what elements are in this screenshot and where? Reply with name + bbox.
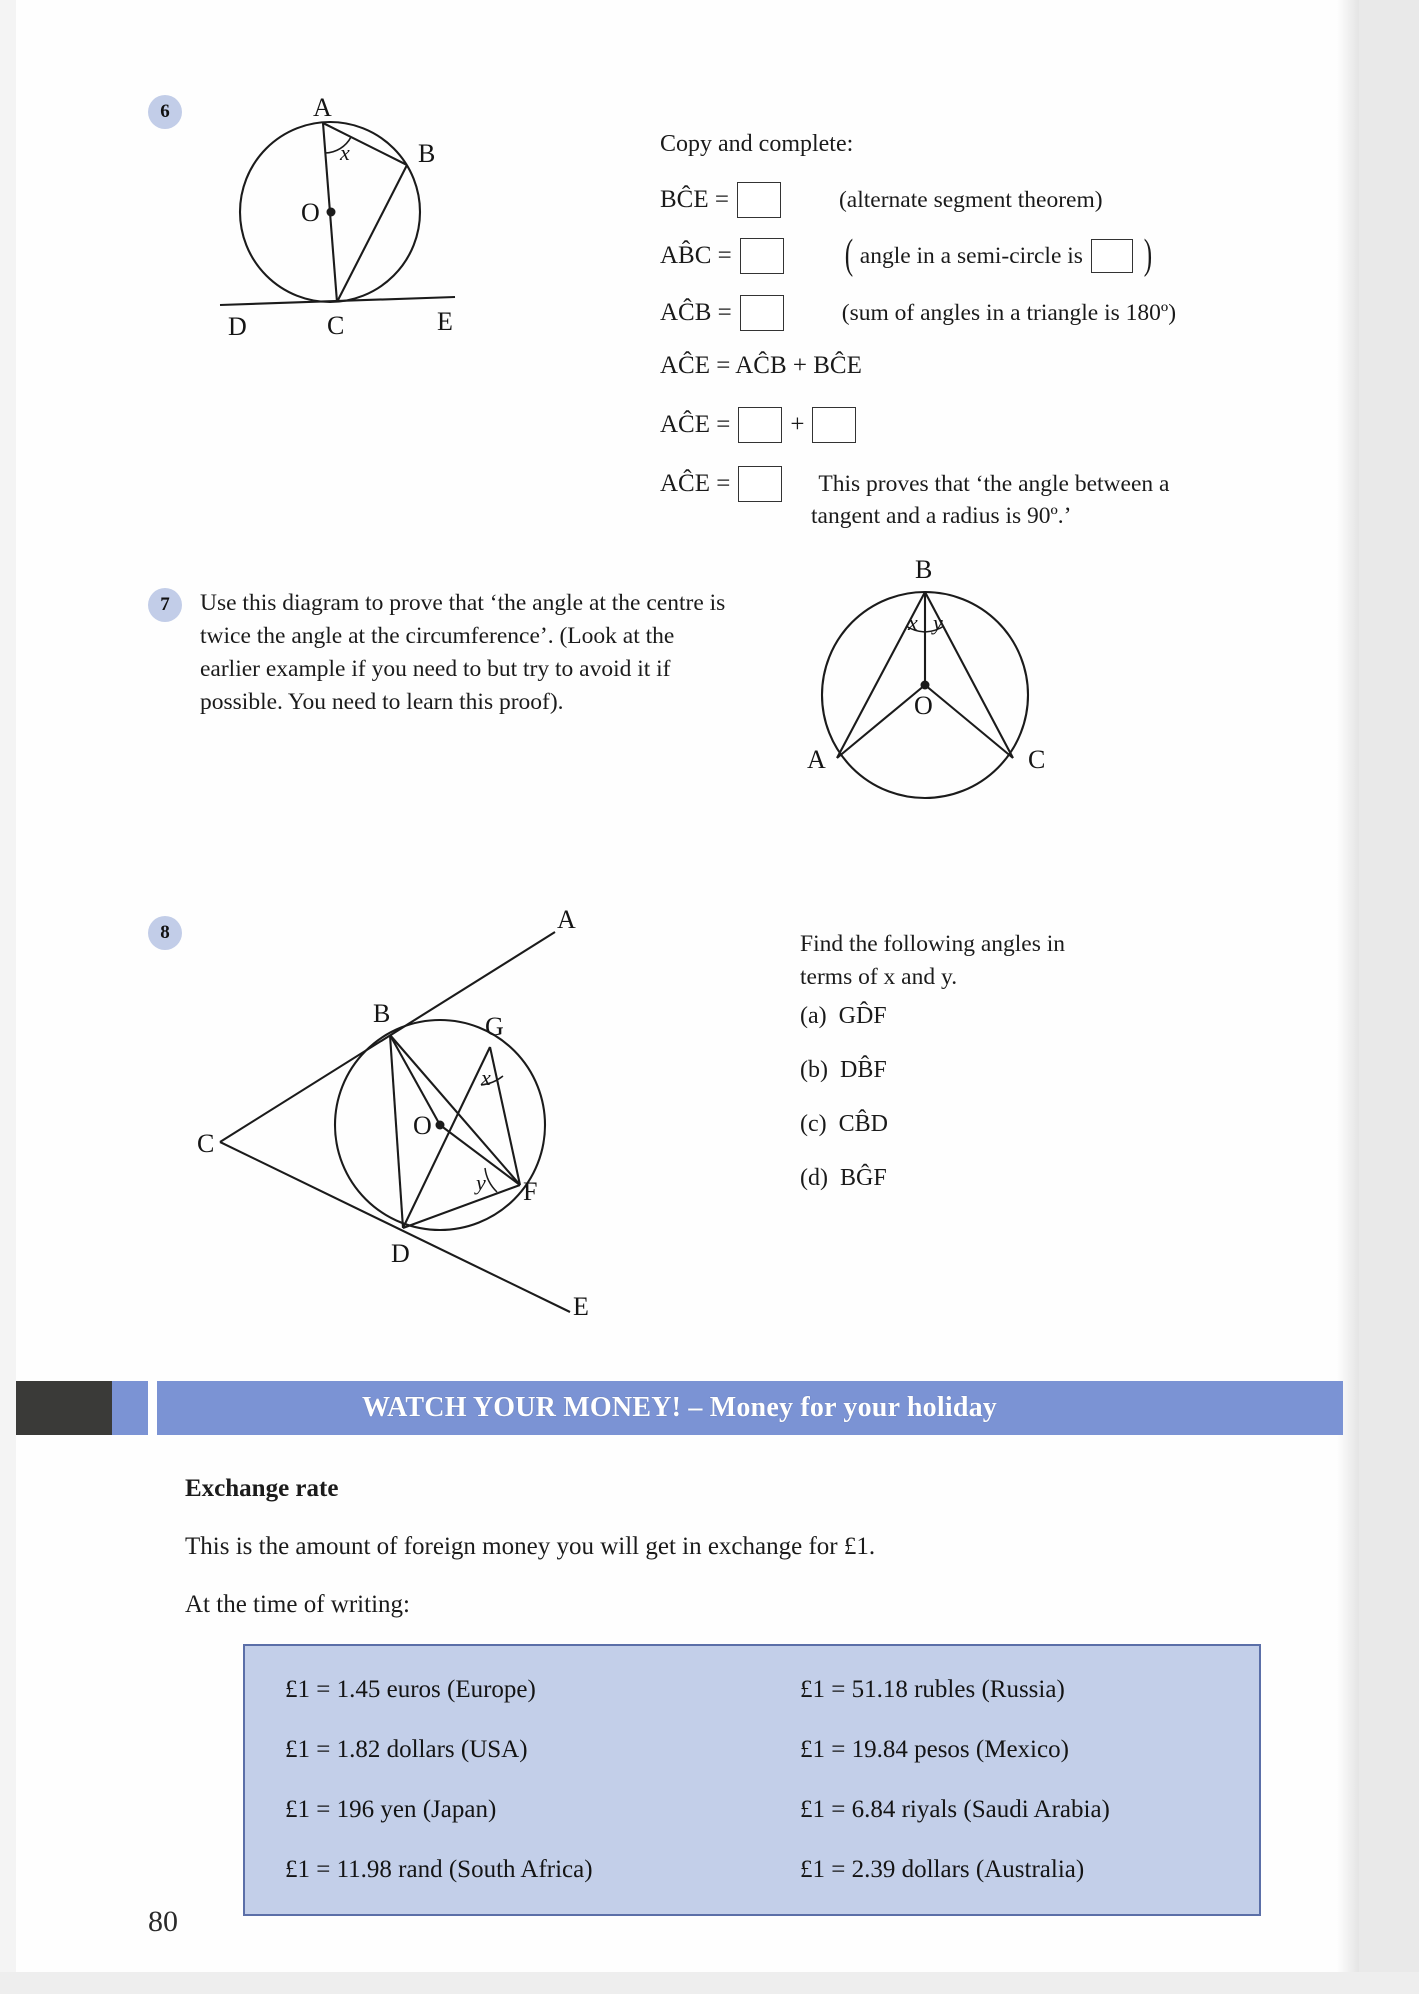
question-6-line-6 (660, 466, 1169, 502)
q8-label-G: G (485, 1012, 504, 1041)
scan-edge-left (0, 0, 16, 1994)
q6-line4-lhs: AĈE = AĈB + BĈE (660, 352, 862, 379)
q6-label-E: E (437, 307, 453, 336)
question-8-part-b (800, 1057, 887, 1084)
page-number: 80 (148, 1905, 178, 1938)
rate-row-1-left: £1 = 1.45 euros (Europe) (285, 1676, 536, 1703)
q6-line2-lhs: AB̂C = (660, 242, 732, 269)
q8-label-x: x (481, 1065, 491, 1090)
question-7-text: Use this diagram to prove that ‘the angle at the centre is twice the angle at the circumference’. (Look at the earlier example if you need to but try to avoid it if possible. You need to learn this proof). (200, 590, 726, 715)
q6-line1-note: (alternate segment theorem) (838, 186, 1103, 213)
question-8-diagram (185, 900, 615, 1320)
question-6-line-4 (660, 352, 862, 380)
q6-line6-note: This proves that ‘the angle between a (818, 470, 1170, 497)
question-6-line-5 (660, 407, 864, 443)
question-6-line-1 (660, 182, 1103, 218)
q6-line5-answer-box-2[interactable] (812, 407, 856, 443)
question-7-diagram (795, 555, 1065, 810)
q6-label-A: A (313, 93, 332, 122)
q8-label-O: O (413, 1111, 432, 1140)
q7-label-O: O (914, 691, 933, 720)
q8-part-b-label: (b) (800, 1057, 828, 1083)
money-banner-title: WATCH YOUR MONEY! – Money for your holiday (361, 1392, 998, 1423)
q6-line3-lhs: AĈB = (660, 299, 732, 326)
exchange-rate-intro: At the time of writing: (185, 1591, 410, 1618)
scan-edge-bottom (0, 1972, 1419, 1994)
question-8-part-d (800, 1165, 887, 1192)
q6-label-O: O (301, 198, 320, 227)
question-6-line-3 (660, 295, 1176, 331)
q6-line6-note-continued: tangent and a radius is 90º.’ (811, 503, 1072, 529)
q8-label-D: D (391, 1239, 410, 1268)
q6-line2-note: angle in a semi-circle is (859, 242, 1083, 269)
q8-label-B: B (373, 999, 391, 1028)
q6-line2-note-group (842, 232, 1155, 279)
exchange-rate-heading: Exchange rate (185, 1475, 339, 1502)
q8-label-E: E (573, 1292, 589, 1321)
q6-line5-plus: + (790, 411, 805, 438)
rate-row-3-left: £1 = 196 yen (Japan) (285, 1796, 497, 1823)
scan-edge-right (1359, 0, 1419, 1994)
question-6-line-2 (660, 232, 1155, 279)
q6-line2-inline-answer-box[interactable] (1091, 239, 1133, 273)
q8-part-a-label: (a) (800, 1003, 827, 1029)
rate-row-4-right: £1 = 2.39 dollars (Australia) (800, 1856, 1085, 1883)
rate-row-2-left: £1 = 1.82 dollars (USA) (285, 1736, 528, 1763)
q6-line6-lhs: AĈE = (660, 470, 731, 497)
question-8-text: Find the following angles in terms of x and y. (800, 931, 1066, 990)
exchange-rate-description: This is the amount of foreign money you will get in exchange for £1. (185, 1533, 876, 1560)
question-6-prompt: Copy and complete: (660, 131, 854, 157)
q7-label-B: B (915, 555, 933, 584)
exchange-rates-grid (245, 1646, 1259, 1914)
q6-label-C: C (327, 311, 345, 340)
q6-line6-answer-box[interactable] (738, 466, 782, 502)
rate-row-1-right: £1 = 51.18 rubles (Russia) (800, 1676, 1065, 1703)
question-8-number: 8 (148, 916, 182, 950)
q6-line2-answer-box[interactable] (740, 238, 784, 274)
q6-line3-answer-box[interactable] (740, 295, 784, 331)
q7-label-x: x (908, 610, 918, 635)
q7-label-C: C (1028, 745, 1046, 774)
rate-row-3-right: £1 = 6.84 riyals (Saudi Arabia) (800, 1796, 1110, 1823)
q8-part-c-value: CB̂D (838, 1111, 888, 1137)
q6-line2-open-paren: ( (844, 232, 853, 279)
q8-part-c-label: (c) (800, 1111, 827, 1137)
q6-line5-lhs: AĈE = (660, 411, 731, 438)
q6-label-B: B (418, 139, 436, 168)
q8-label-A: A (557, 905, 576, 934)
q8-part-b-value: DB̂F (839, 1057, 887, 1083)
question-8-part-a (800, 1003, 887, 1030)
question-8-part-c (800, 1111, 888, 1138)
question-7-number: 7 (148, 588, 182, 622)
question-6-number: 6 (148, 95, 182, 129)
q8-label-F: F (523, 1177, 538, 1206)
q6-label-x: x (340, 140, 350, 165)
q8-part-d-value: BĜF (839, 1165, 887, 1191)
q7-label-A: A (807, 745, 826, 774)
q8-label-C: C (197, 1129, 215, 1158)
q7-label-y: y (933, 610, 943, 635)
q8-part-a-value: GD̂F (838, 1003, 887, 1029)
q6-line1-lhs: BĈE = (660, 186, 729, 213)
rate-row-4-left: £1 = 11.98 rand (South Africa) (285, 1856, 593, 1883)
rate-row-2-right: £1 = 19.84 pesos (Mexico) (800, 1736, 1069, 1763)
exchange-rates-box (243, 1644, 1261, 1916)
q6-line3-note: (sum of angles in a triangle is 180º) (841, 299, 1177, 326)
q6-line1-answer-box[interactable] (737, 182, 781, 218)
q6-label-D: D (228, 312, 247, 341)
q8-label-y: y (476, 1170, 486, 1195)
q6-line5-answer-box-1[interactable] (738, 407, 782, 443)
q8-part-d-label: (d) (800, 1165, 828, 1191)
page-fold-shadow (1337, 0, 1359, 1994)
question-6-diagram (215, 92, 515, 342)
q6-line2-close-paren: ) (1143, 232, 1153, 279)
